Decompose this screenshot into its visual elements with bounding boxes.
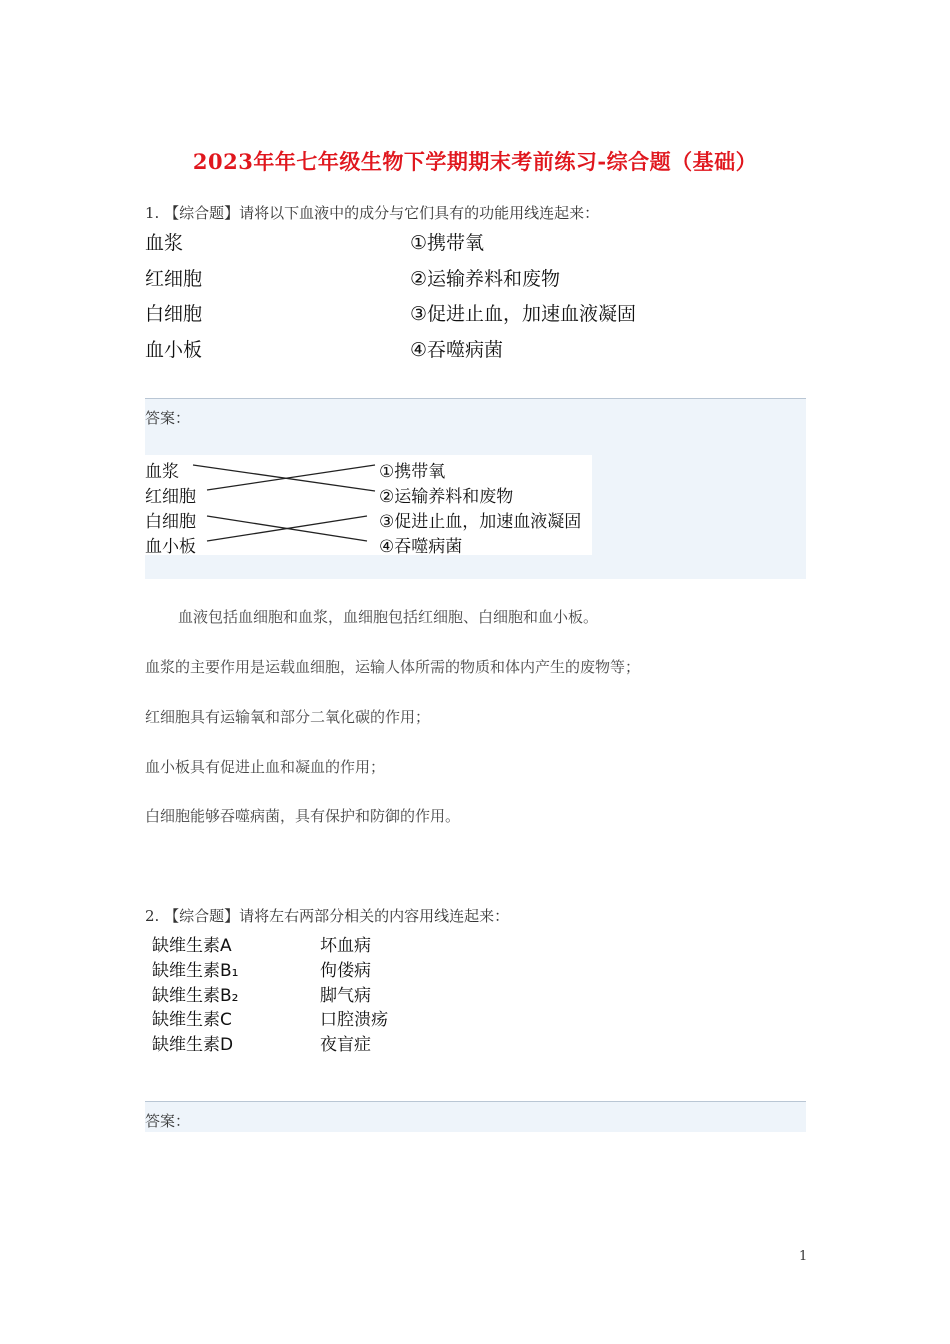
q1-left-item: 红细胞 [145,268,203,290]
diagram-right-item: ③促进止血，加速血液凝固 [379,512,582,532]
q1-explanation-line: 血浆的主要作用是运载血细胞，运输人体所需的物质和体内产生的废物等； [145,658,641,676]
q2-right-item: 夜盲症 [320,1035,371,1055]
q1-left-item: 白细胞 [145,303,203,325]
q1-left-item: 血浆 [145,232,184,254]
q1-explanation-line: 血小板具有促进止血和凝血的作用； [145,758,386,776]
q1-right-item: ③促进止血，加速血液凝固 [410,303,637,325]
q2-answer-label: 答案： [145,1112,191,1130]
diagram-left-item: 血浆 [145,462,179,482]
diagram-right-item: ④吞噬病菌 [379,537,463,557]
diagram-left-item: 红细胞 [145,487,196,507]
q1-explanation-line: 红细胞具有运输氧和部分二氧化碳的作用； [145,708,431,726]
connecting-lines [145,455,592,555]
q2-right-item: 口腔溃疡 [320,1010,388,1030]
q1-answer-diagram [145,455,592,555]
q1-right-item: ②运输养料和废物 [410,268,561,290]
question-1-stem: 1. 【综合题】请将以下血液中的成分与它们具有的功能用线连起来： [145,204,600,222]
q2-left-item: 缺维生素B₁ [152,961,239,981]
q2-answer-box [145,1101,806,1132]
diagram-right-item: ①携带氧 [379,462,446,482]
q1-explanation-line: 白细胞能够吞噬病菌，具有保护和防御的作用。 [145,807,461,825]
diagram-right-item: ②运输养料和废物 [379,487,514,507]
q1-right-item: ①携带氧 [410,232,485,254]
q1-answer-label: 答案： [145,409,191,427]
connector-line [207,465,375,490]
diagram-left-item: 血小板 [145,537,196,557]
q2-left-item: 缺维生素D [152,1035,234,1055]
diagram-left-item: 白细胞 [145,512,196,532]
q2-right-item: 坏血病 [320,936,371,956]
page-number: 1 [799,1249,808,1264]
q2-left-item: 缺维生素A [152,936,232,956]
q2-left-item: 缺维生素C [152,1010,232,1030]
q1-explanation-line: 血液包括血细胞和血浆，血细胞包括红细胞、白细胞和血小板。 [178,608,599,626]
question-2-stem: 2. 【综合题】请将左右两部分相关的内容用线连起来： [145,907,510,925]
q2-right-item: 佝偻病 [320,961,371,981]
page-title: 2023年年七年级生物下学期期末考前练习-综合题（基础） [192,149,758,174]
q2-left-item: 缺维生素B₂ [152,986,239,1006]
q2-right-item: 脚气病 [320,986,371,1006]
q1-right-item: ④吞噬病菌 [410,339,504,361]
q1-left-item: 血小板 [145,339,203,361]
